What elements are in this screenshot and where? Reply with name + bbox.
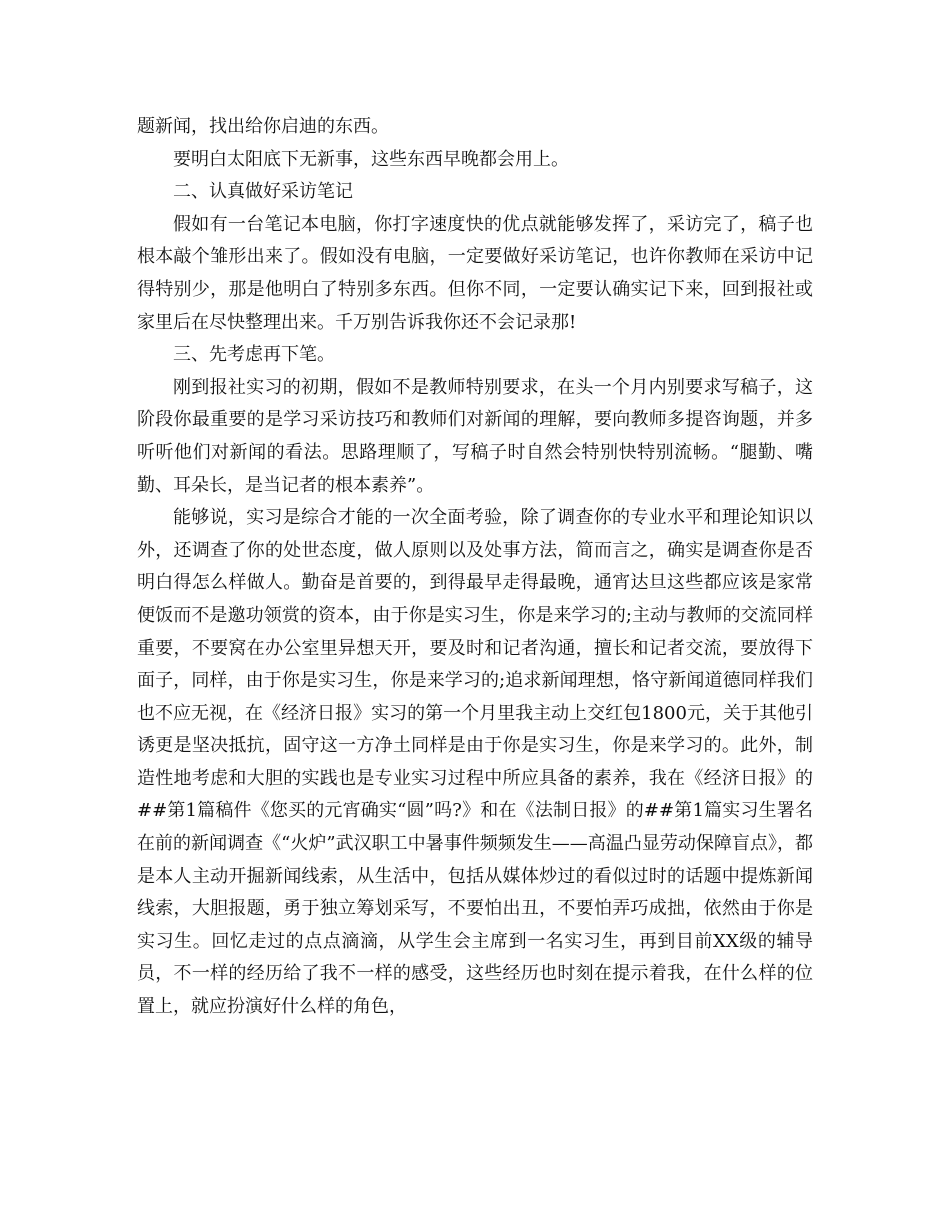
paragraph: 假如有一台笔记本电脑，你打字速度快的优点就能够发挥了，采访完了，稿子也根本敲个雏形出来了。假如没有电脑，一定要做好采访笔记，也许你教师在采访中记得特别少，那是他明白了特别多东西。但你不同，一定要认确实记下来，回到报社或家里后在尽快整理出来。千万别告诉我你还不会记录那! <box>137 213 813 333</box>
paragraph: 要明白太阳底下无新事，这些东西早晚都会用上。 <box>173 148 569 170</box>
paragraph-continuation: 题新闻，找出给你启迪的东西。 <box>137 116 389 137</box>
section-heading: 二、认真做好采访笔记 <box>173 181 353 203</box>
paragraph: 刚到报社实习的初期，假如不是教师特别要求，在头一个月内别要求写稿子，这阶段你最重要的是学习采访技巧和教师们对新闻的理解，要向教师多提咨询题，并多听听他们对新闻的看法。思路理顺了，写稿子时自然会特别快特别流畅。“腿勤、嘴勤、耳朵长，是当记者的根本素养”。 <box>137 376 813 496</box>
paragraph: 能够说，实习是综合才能的一次全面考验，除了调查你的专业水平和理论知识以外，还调查了你的处世态度，做人原则以及处事方法，简而言之，确实是调查你是否明白得怎么样做人。勤奋是首要的，到得最早走得最晚，通宵达旦这些都应该是家常便饭而不是邀功领赏的资本，由于你是实习生，你是来学习的;主动与教师的交流同样重要，不要窝在办公室里异想天开，要及时和记者沟通，擅长和记者交流，要放得下面子，同样，由于你是实习生，你是来学习的;追求新闻理想，恪守新闻道德同样我们也不应无视，在《经济日报》实习的第一个月里我主动上交红包1800元，关于其他引诱更是坚决抵抗，固守这一方净土同样是由于你是实习生，你是来学习的。此外，制造性地考虑和大胆的实践也是专业实习过程中所应具备的素养，我在《经济日报》的##第1篇稿件《您买的元宵确实“圆”吗?》和在《法制日报》的##第1篇实习生署名在前的新闻调查《“火炉”武汉职工中暑事件频频发生——高温凸显劳动保障盲点》，都是本人主动开掘新闻线索，从生活中，包括从媒体炒过的看似过时的话题中提炼新闻线索，大胆报题，勇于独立筹划采写，不要怕出丑，不要怕弄巧成拙，依然由于你是实习生。回忆走过的点点滴滴，从学生会主席到一名实习生，再到目前XX级的辅导员，不一样的经历给了我不一样的感受，这些经历也时刻在提示着我，在什么样的位置上，就应扮演好什么样的角色， <box>137 507 813 1018</box>
document-body <box>137 111 813 1024</box>
section-heading: 三、先考虑再下笔。 <box>173 344 335 366</box>
